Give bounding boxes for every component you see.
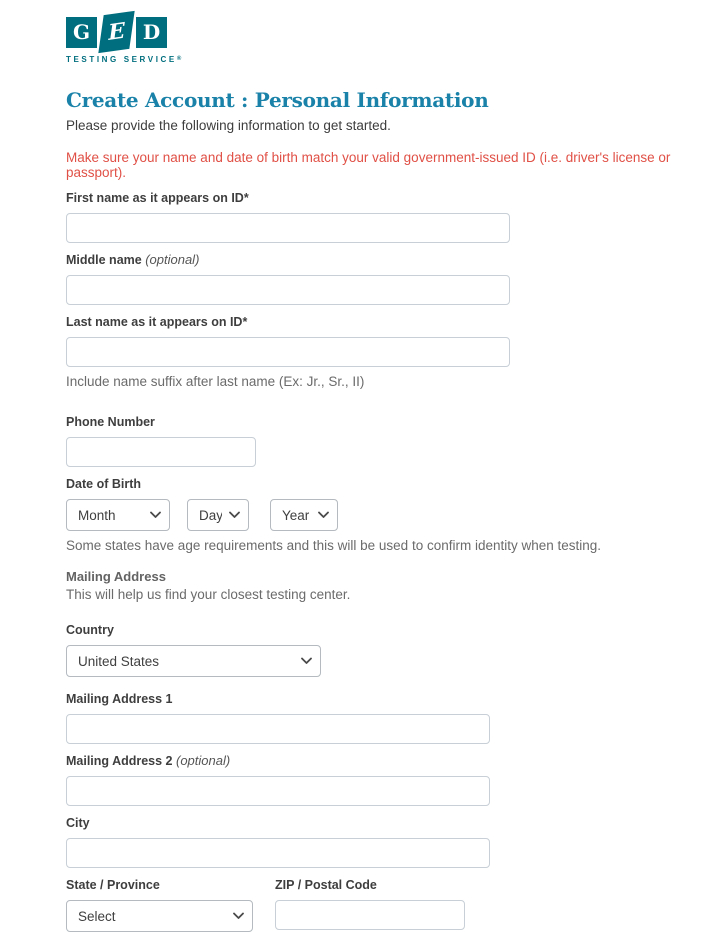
- state-zip-row: [66, 877, 709, 932]
- mailing-address-2-field: [66, 753, 709, 806]
- dob-day-select[interactable]: [187, 499, 249, 531]
- id-match-warning: Make sure your name and date of birth match your valid government-issued ID (i.e. driver's license or passport).: [66, 150, 671, 180]
- phone-label: Phone Number: [66, 415, 155, 429]
- middle-name-optional-note: (optional): [145, 252, 200, 267]
- mailing-address-2-input[interactable]: [66, 776, 490, 806]
- logo-tagline-text: TESTING SERVICE: [66, 55, 177, 64]
- last-name-field: [66, 314, 709, 389]
- dob-help: Some states have age requirements and this will be used to confirm identity when testing.: [66, 538, 602, 553]
- mailing-address-2-optional-note: (optional): [176, 753, 231, 768]
- phone-field: [66, 414, 709, 467]
- country-field: [66, 622, 709, 677]
- name-suffix-help: Include name suffix after last name (Ex: Jr., Sr., II): [66, 374, 365, 389]
- state-field: [66, 877, 275, 932]
- dob-field: [66, 476, 709, 553]
- last-name-label: Last name as it appears on ID*: [66, 315, 248, 329]
- dob-selects: [66, 492, 709, 531]
- country-select[interactable]: [66, 645, 321, 677]
- middle-name-input[interactable]: [66, 275, 510, 305]
- zip-field: [275, 877, 465, 932]
- zip-label: ZIP / Postal Code: [275, 878, 377, 892]
- middle-name-label: [66, 252, 709, 268]
- logo-letter-e: E: [98, 11, 134, 53]
- last-name-input[interactable]: [66, 337, 510, 367]
- city-label: City: [66, 816, 90, 830]
- mailing-address-2-label-text: Mailing Address 2: [66, 754, 173, 768]
- city-input[interactable]: [66, 838, 490, 868]
- personal-info-form: [66, 190, 709, 932]
- first-name-input[interactable]: [66, 213, 510, 243]
- first-name-label: First name as it appears on ID*: [66, 191, 249, 205]
- state-label: State / Province: [66, 878, 160, 892]
- mailing-address-title: Mailing Address: [66, 569, 166, 584]
- middle-name-label-text: Middle name: [66, 253, 142, 267]
- mailing-address-help: This will help us find your closest testing center.: [66, 587, 351, 602]
- phone-input[interactable]: [66, 437, 256, 467]
- page-title: Create Account : Personal Information: [66, 88, 489, 112]
- middle-name-field: [66, 252, 709, 305]
- mailing-address-section-header: [66, 569, 709, 602]
- logo-letter-g: G: [66, 17, 97, 48]
- logo-tagline: [66, 55, 709, 64]
- dob-label: Date of Birth: [66, 477, 141, 491]
- mailing-address-1-field: [66, 691, 709, 744]
- trademark-symbol: ®: [176, 56, 182, 62]
- first-name-field: [66, 190, 709, 243]
- dob-year-select[interactable]: [270, 499, 338, 531]
- state-select[interactable]: [66, 900, 253, 932]
- zip-input[interactable]: [275, 900, 465, 930]
- city-field: [66, 815, 709, 868]
- mailing-address-2-label: [66, 753, 709, 769]
- mailing-address-1-input[interactable]: [66, 714, 490, 744]
- mailing-address-1-label: Mailing Address 1: [66, 692, 173, 706]
- page-subtitle: Please provide the following information to get started.: [66, 118, 391, 133]
- dob-month-select[interactable]: [66, 499, 170, 531]
- ged-logo-tiles: [66, 12, 709, 52]
- country-label: Country: [66, 623, 114, 637]
- ged-logo: [66, 12, 709, 64]
- logo-letter-d: D: [136, 17, 167, 48]
